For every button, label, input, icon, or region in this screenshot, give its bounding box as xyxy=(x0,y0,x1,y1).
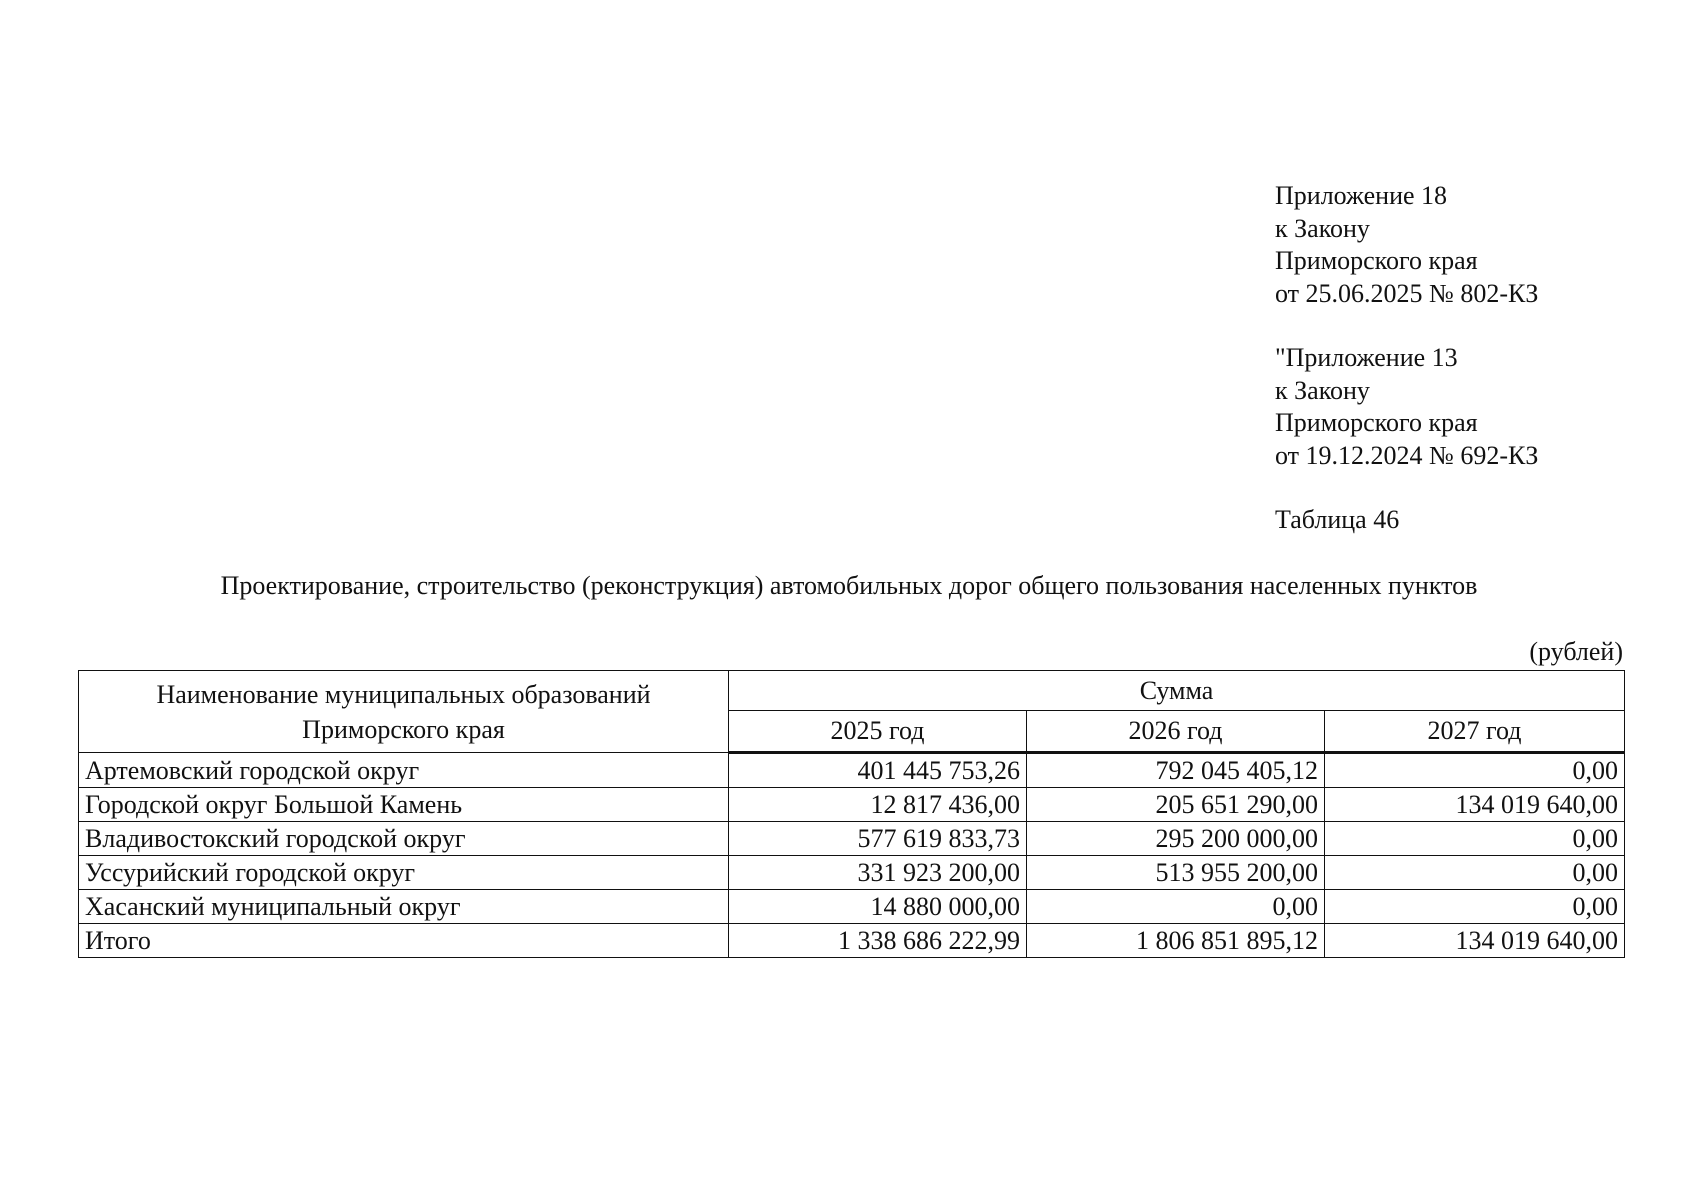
total-2027: 134 019 640,00 xyxy=(1325,924,1625,958)
municipality-name: Уссурийский городской округ xyxy=(79,856,729,890)
amount-2027: 0,00 xyxy=(1325,890,1625,924)
amount-2026: 295 200 000,00 xyxy=(1027,822,1325,856)
amount-2027: 0,00 xyxy=(1325,856,1625,890)
amount-2025: 14 880 000,00 xyxy=(729,890,1027,924)
total-2025: 1 338 686 222,99 xyxy=(729,924,1027,958)
municipality-name: Хасанский муниципальный округ xyxy=(79,890,729,924)
header-year-2026: 2026 год xyxy=(1027,711,1325,753)
annex-line: "Приложение 13 xyxy=(1275,343,1458,372)
total-label: Итого xyxy=(79,924,729,958)
annex-line: Приложение 18 xyxy=(1275,181,1448,210)
amount-2025: 331 923 200,00 xyxy=(729,856,1027,890)
annex-line: Приморского края xyxy=(1275,408,1478,437)
header-year-2025: 2025 год xyxy=(729,711,1027,753)
municipality-name: Артемовский городской округ xyxy=(79,753,729,788)
table-row xyxy=(79,822,1625,856)
annex-line: Приморского края xyxy=(1275,246,1478,275)
amount-2026: 513 955 200,00 xyxy=(1027,856,1325,890)
header-sum: Сумма xyxy=(729,671,1625,711)
amount-2027: 0,00 xyxy=(1325,822,1625,856)
amount-2025: 12 817 436,00 xyxy=(729,788,1027,822)
amount-2025: 401 445 753,26 xyxy=(729,753,1027,788)
total-2026: 1 806 851 895,12 xyxy=(1027,924,1325,958)
table-row xyxy=(79,890,1625,924)
annex-line: к Закону xyxy=(1275,213,1370,243)
annex-line: от 25.06.2025 № 802-КЗ xyxy=(1275,278,1539,308)
table-row xyxy=(79,856,1625,890)
annex-line: к Закону xyxy=(1275,375,1370,405)
amount-2026: 205 651 290,00 xyxy=(1027,788,1325,822)
header-municipality xyxy=(79,671,729,753)
annex-header xyxy=(1275,180,1538,537)
header-municipality-line2: Приморского края xyxy=(302,714,505,744)
municipality-name: Владивостокский городской округ xyxy=(79,822,729,856)
amount-2026: 0,00 xyxy=(1027,890,1325,924)
document-title: Проектирование, строительство (реконструкция) автомобильных дорог общего пользования населенных пунктов xyxy=(220,571,1478,600)
table-number: Таблица 46 xyxy=(1275,505,1400,534)
units-label: (рублей) xyxy=(1529,637,1623,666)
budget-table xyxy=(78,670,1625,958)
header-municipality-line1: Наименование муниципальных образований xyxy=(156,679,651,709)
table-row xyxy=(79,788,1625,822)
amount-2025: 577 619 833,73 xyxy=(729,822,1027,856)
amount-2026: 792 045 405,12 xyxy=(1027,753,1325,788)
amount-2027: 134 019 640,00 xyxy=(1325,788,1625,822)
municipality-name: Городской округ Большой Камень xyxy=(79,788,729,822)
amount-2027: 0,00 xyxy=(1325,753,1625,788)
annex-line: от 19.12.2024 № 692-КЗ xyxy=(1275,440,1539,470)
total-row xyxy=(79,924,1625,958)
header-year-2027: 2027 год xyxy=(1325,711,1625,753)
table-row xyxy=(79,753,1625,788)
